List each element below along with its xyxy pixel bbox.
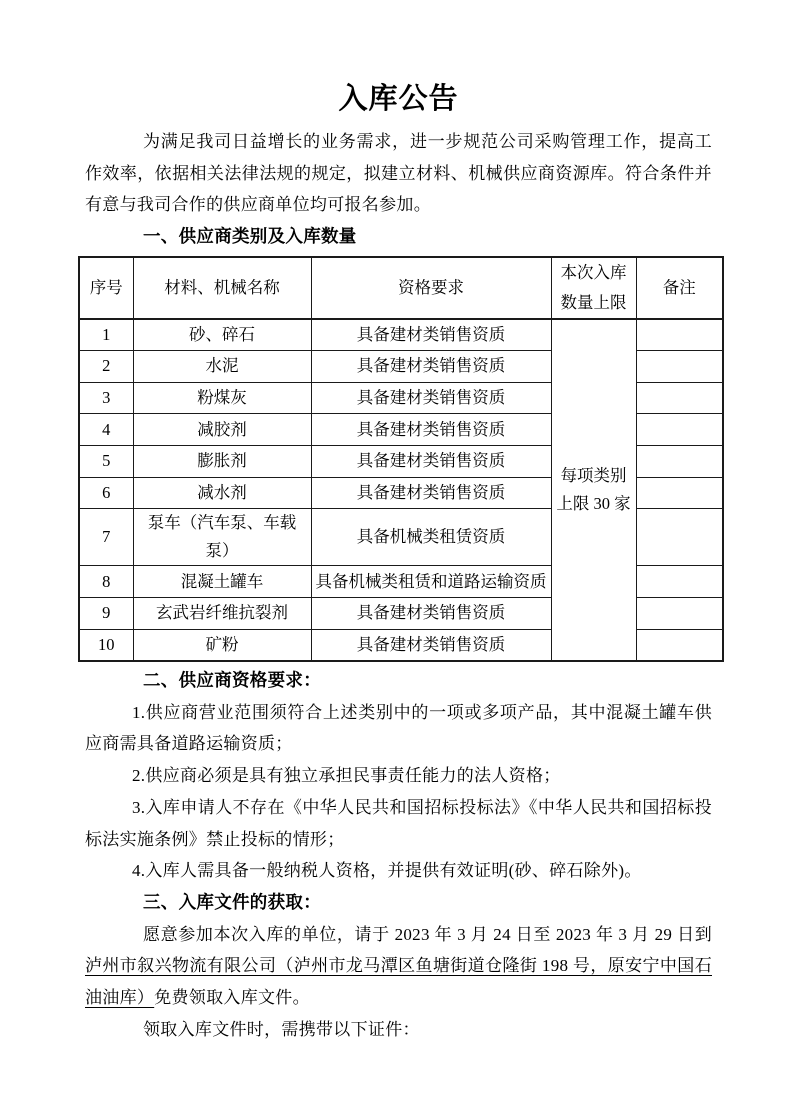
cell-name: 膨胀剂: [133, 446, 311, 478]
remark-cell: [636, 351, 723, 383]
header-cell-limit: 本次入库数量上限: [551, 257, 636, 319]
remark-cell: [636, 477, 723, 509]
cell-name: 减胶剂: [133, 414, 311, 446]
remark-cell: [636, 382, 723, 414]
cell-qual: 具备建材类销售资质: [311, 414, 551, 446]
cell-qual: 具备机械类租赁资质: [311, 509, 551, 566]
cell-qual: 具备建材类销售资质: [311, 382, 551, 414]
remark-cell: [636, 414, 723, 446]
requirement-item-1: 1.供应商营业范围须符合上述类别中的一项或多项产品，其中混凝土罐车供应商需具备道路运输资质；: [85, 702, 712, 754]
cell-no: 5: [79, 446, 133, 478]
cell-qual: 具备建材类销售资质: [311, 351, 551, 383]
section3-heading: 三、入库文件的获取：: [143, 891, 321, 912]
cell-qual: 具备建材类销售资质: [311, 629, 551, 661]
limit-merged-cell: 每项类别上限 30 家: [551, 319, 636, 661]
table-row: [79, 319, 723, 351]
header-cell-no: 序号: [79, 257, 133, 319]
cell-no: 2: [79, 351, 133, 383]
cell-name: 水泥: [133, 351, 311, 383]
cell-no: 8: [79, 566, 133, 598]
cell-no: 9: [79, 598, 133, 630]
cell-qual: 具备机械类租赁和道路运输资质: [311, 566, 551, 598]
cell-no: 1: [79, 319, 133, 351]
cell-qual: 具备建材类销售资质: [311, 598, 551, 630]
cell-no: 10: [79, 629, 133, 661]
remark-cell: [636, 566, 723, 598]
section2-heading: 二、供应商资格要求：: [143, 670, 321, 690]
documents-needed-paragraph: 领取入库文件时，需携带以下证件：: [143, 1019, 420, 1039]
header-cell-remark: 备注: [636, 257, 723, 319]
cell-name: 减水剂: [133, 477, 311, 509]
remark-cell: [636, 509, 723, 566]
supplier-table: [78, 256, 724, 662]
remark-cell: [636, 629, 723, 661]
cell-qual: 具备建材类销售资质: [311, 477, 551, 509]
cell-name: 砂、碎石: [133, 319, 311, 351]
requirement-item-2: 2.供应商必须是具有独立承担民事责任能力的法人资格；: [132, 766, 561, 786]
cell-no: 6: [79, 477, 133, 509]
remark-cell: [636, 598, 723, 630]
cell-no: 3: [79, 382, 133, 414]
header-cell-qual: 资格要求: [311, 257, 551, 319]
cell-name: 矿粉: [133, 629, 311, 661]
requirement-item-4: 4.入库人需具备一般纳税人资格，并提供有效证明(砂、碎石除外)。: [132, 861, 642, 881]
obtain-text-prefix: 愿意参加本次入库的单位，请于 2023 年 3 月 24 日至 2023 年 3 月 29 日到: [143, 924, 712, 944]
cell-name: 粉煤灰: [133, 382, 311, 414]
section1-heading: 一、供应商类别及入库数量: [143, 226, 357, 247]
cell-name: 混凝土罐车: [133, 566, 311, 598]
table-header-row: [79, 257, 723, 319]
obtain-text-suffix: 免费领取入库文件。: [154, 988, 310, 1008]
company-address-underlined: 泸州市叙兴物流有限公司（泸州市龙马潭区鱼塘街道仓隆街 198 号，原安宁中国石油油库）: [85, 956, 712, 1008]
cell-name: 泵车（汽车泵、车载泵）: [133, 509, 311, 566]
document-title: 入库公告: [338, 83, 459, 115]
remark-cell: [636, 446, 723, 478]
cell-name: 玄武岩纤维抗裂剂: [133, 598, 311, 630]
cell-no: 7: [79, 509, 133, 566]
obtain-paragraph: [85, 919, 712, 1014]
header-cell-name: 材料、机械名称: [133, 257, 311, 319]
intro-paragraph: 为满足我司日益增长的业务需求，进一步规范公司采购管理工作，提高工作效率，依据相关法律法规的规定，拟建立材料、机械供应商资源库。符合条件并有意与我司合作的供应商单位均可报名参加。: [85, 132, 712, 215]
remark-cell: [636, 319, 723, 351]
cell-qual: 具备建材类销售资质: [311, 446, 551, 478]
cell-no: 4: [79, 414, 133, 446]
requirement-item-3: 3.入库申请人不存在《中华人民共和国招标投标法》《中华人民共和国招标投标法实施条例》禁止投标的情形；: [85, 797, 712, 849]
cell-qual: 具备建材类销售资质: [311, 319, 551, 351]
